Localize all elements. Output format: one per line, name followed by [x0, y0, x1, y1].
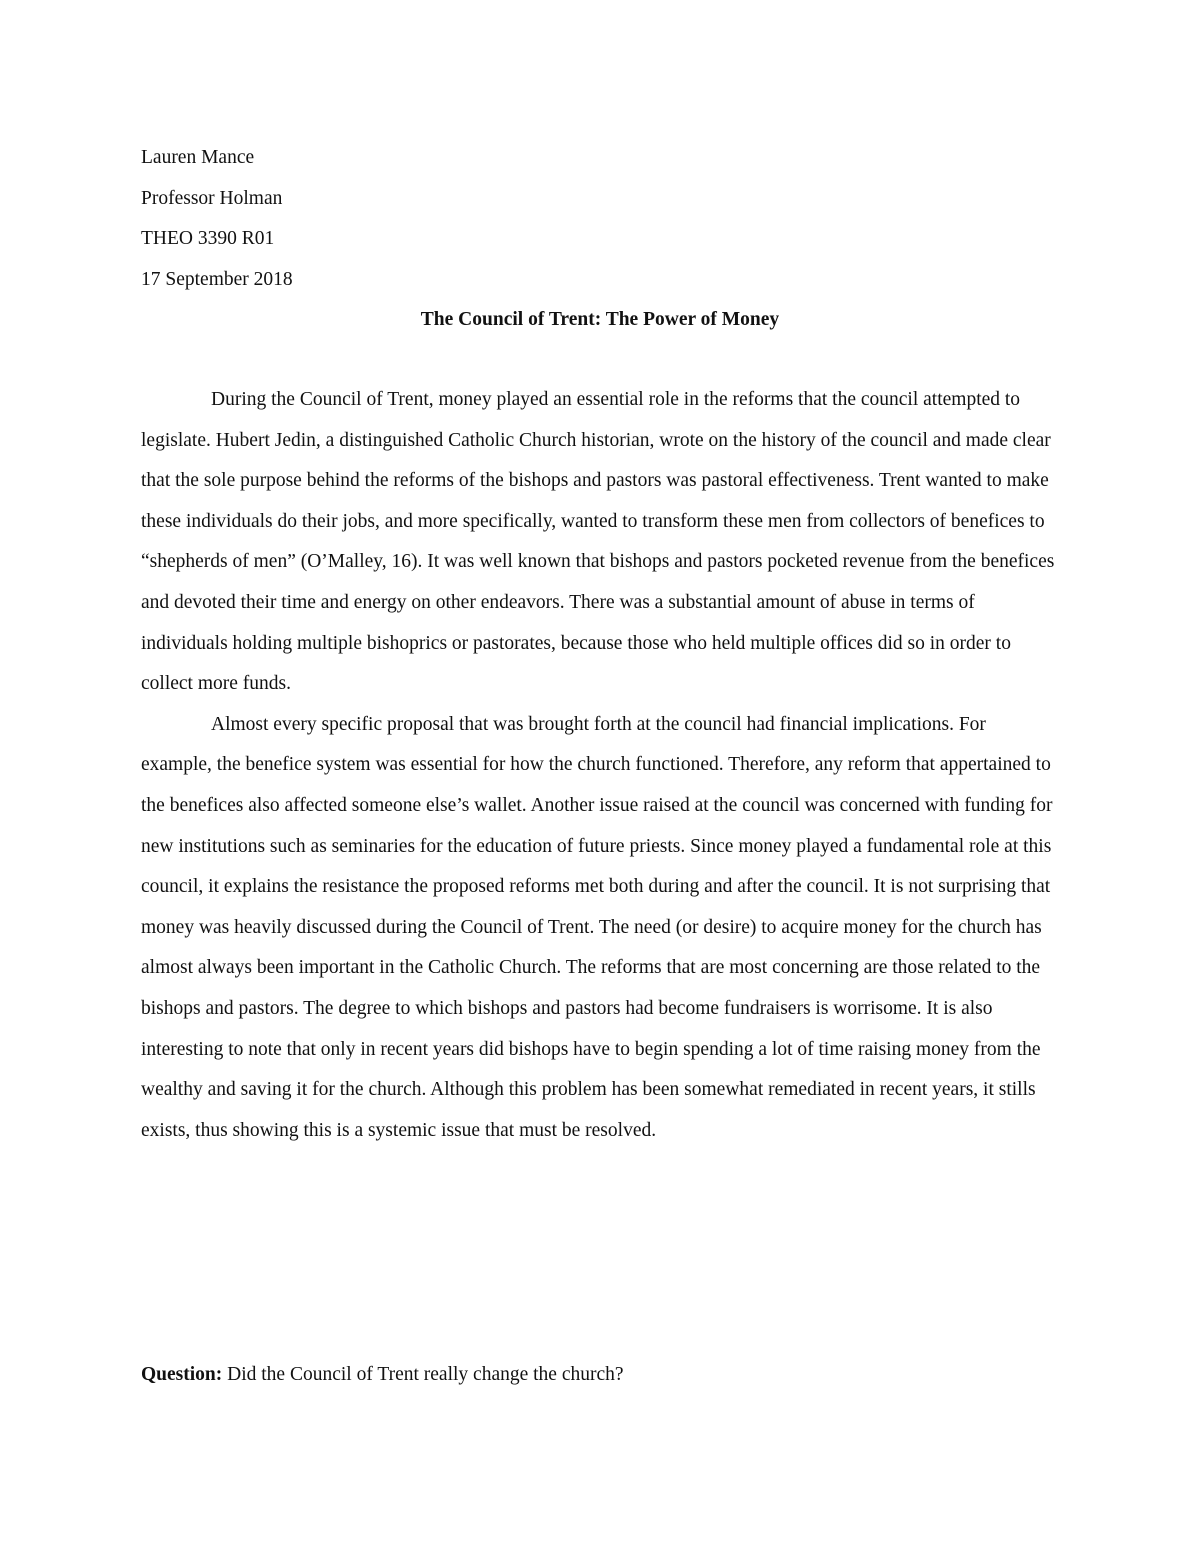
document-body: [141, 380, 1059, 1151]
paragraph-2: Almost every specific proposal that was brought forth at the council had financial implications. For example, the benefice system was essential for how the church functioned. Therefore, any reform that appertained to the benefices also affected someone else’s wallet. Another issue raised at the council was concerned with funding for new institutions such as seminaries for the education of future priests. Since money played a fundamental role at this council, it explains the resistance the proposed reforms met both during and after the council. It is not surprising that money was heavily discussed during the Council of Trent. The need (or desire) to acquire money for the church has almost always been important in the Catholic Church. The reforms that are most concerning are those related to the bishops and pastors. The degree to which bishops and pastors had become fundraisers is worrisome. It is also interesting to note that only in recent years did bishops have to begin spending a lot of time raising money from the wealthy and saving it for the church. Although this problem has been somewhat remediated in recent years, it stills exists, thus showing this is a systemic issue that must be resolved.: [141, 713, 1053, 1141]
document-title: The Council of Trent: The Power of Money: [420, 309, 780, 330]
question-text: Did the Council of Trent really change the church?: [227, 1364, 624, 1385]
document-date: 17 September 2018: [141, 268, 293, 290]
heading-block: [141, 138, 1061, 300]
question-line: [141, 1355, 1059, 1396]
course-code: THEO 3390 R01: [141, 228, 275, 250]
professor-name: Professor Holman: [141, 187, 283, 209]
question-label: Question:: [141, 1364, 223, 1385]
author-name: Lauren Mance: [141, 147, 255, 168]
paragraph-1: During the Council of Trent, money played an essential role in the reforms that the council attempted to legislate. Hubert Jedin, a distinguished Catholic Church historian, wrote on the history of the council and made clear that the sole purpose behind the reforms of the bishops and pastors was pastoral effectiveness. Trent wanted to make these individuals do their jobs, and more specifically, wanted to transform these men from collectors of benefices to “shepherds of men” (O’Malley, 16). It was well known that bishops and pastors pocketed revenue from the benefices and devoted their time and energy on other endeavors. There was a substantial amount of abuse in terms of individuals holding multiple bishoprics or pastorates, because those who held multiple offices did so in order to collect more funds.: [141, 389, 1055, 695]
